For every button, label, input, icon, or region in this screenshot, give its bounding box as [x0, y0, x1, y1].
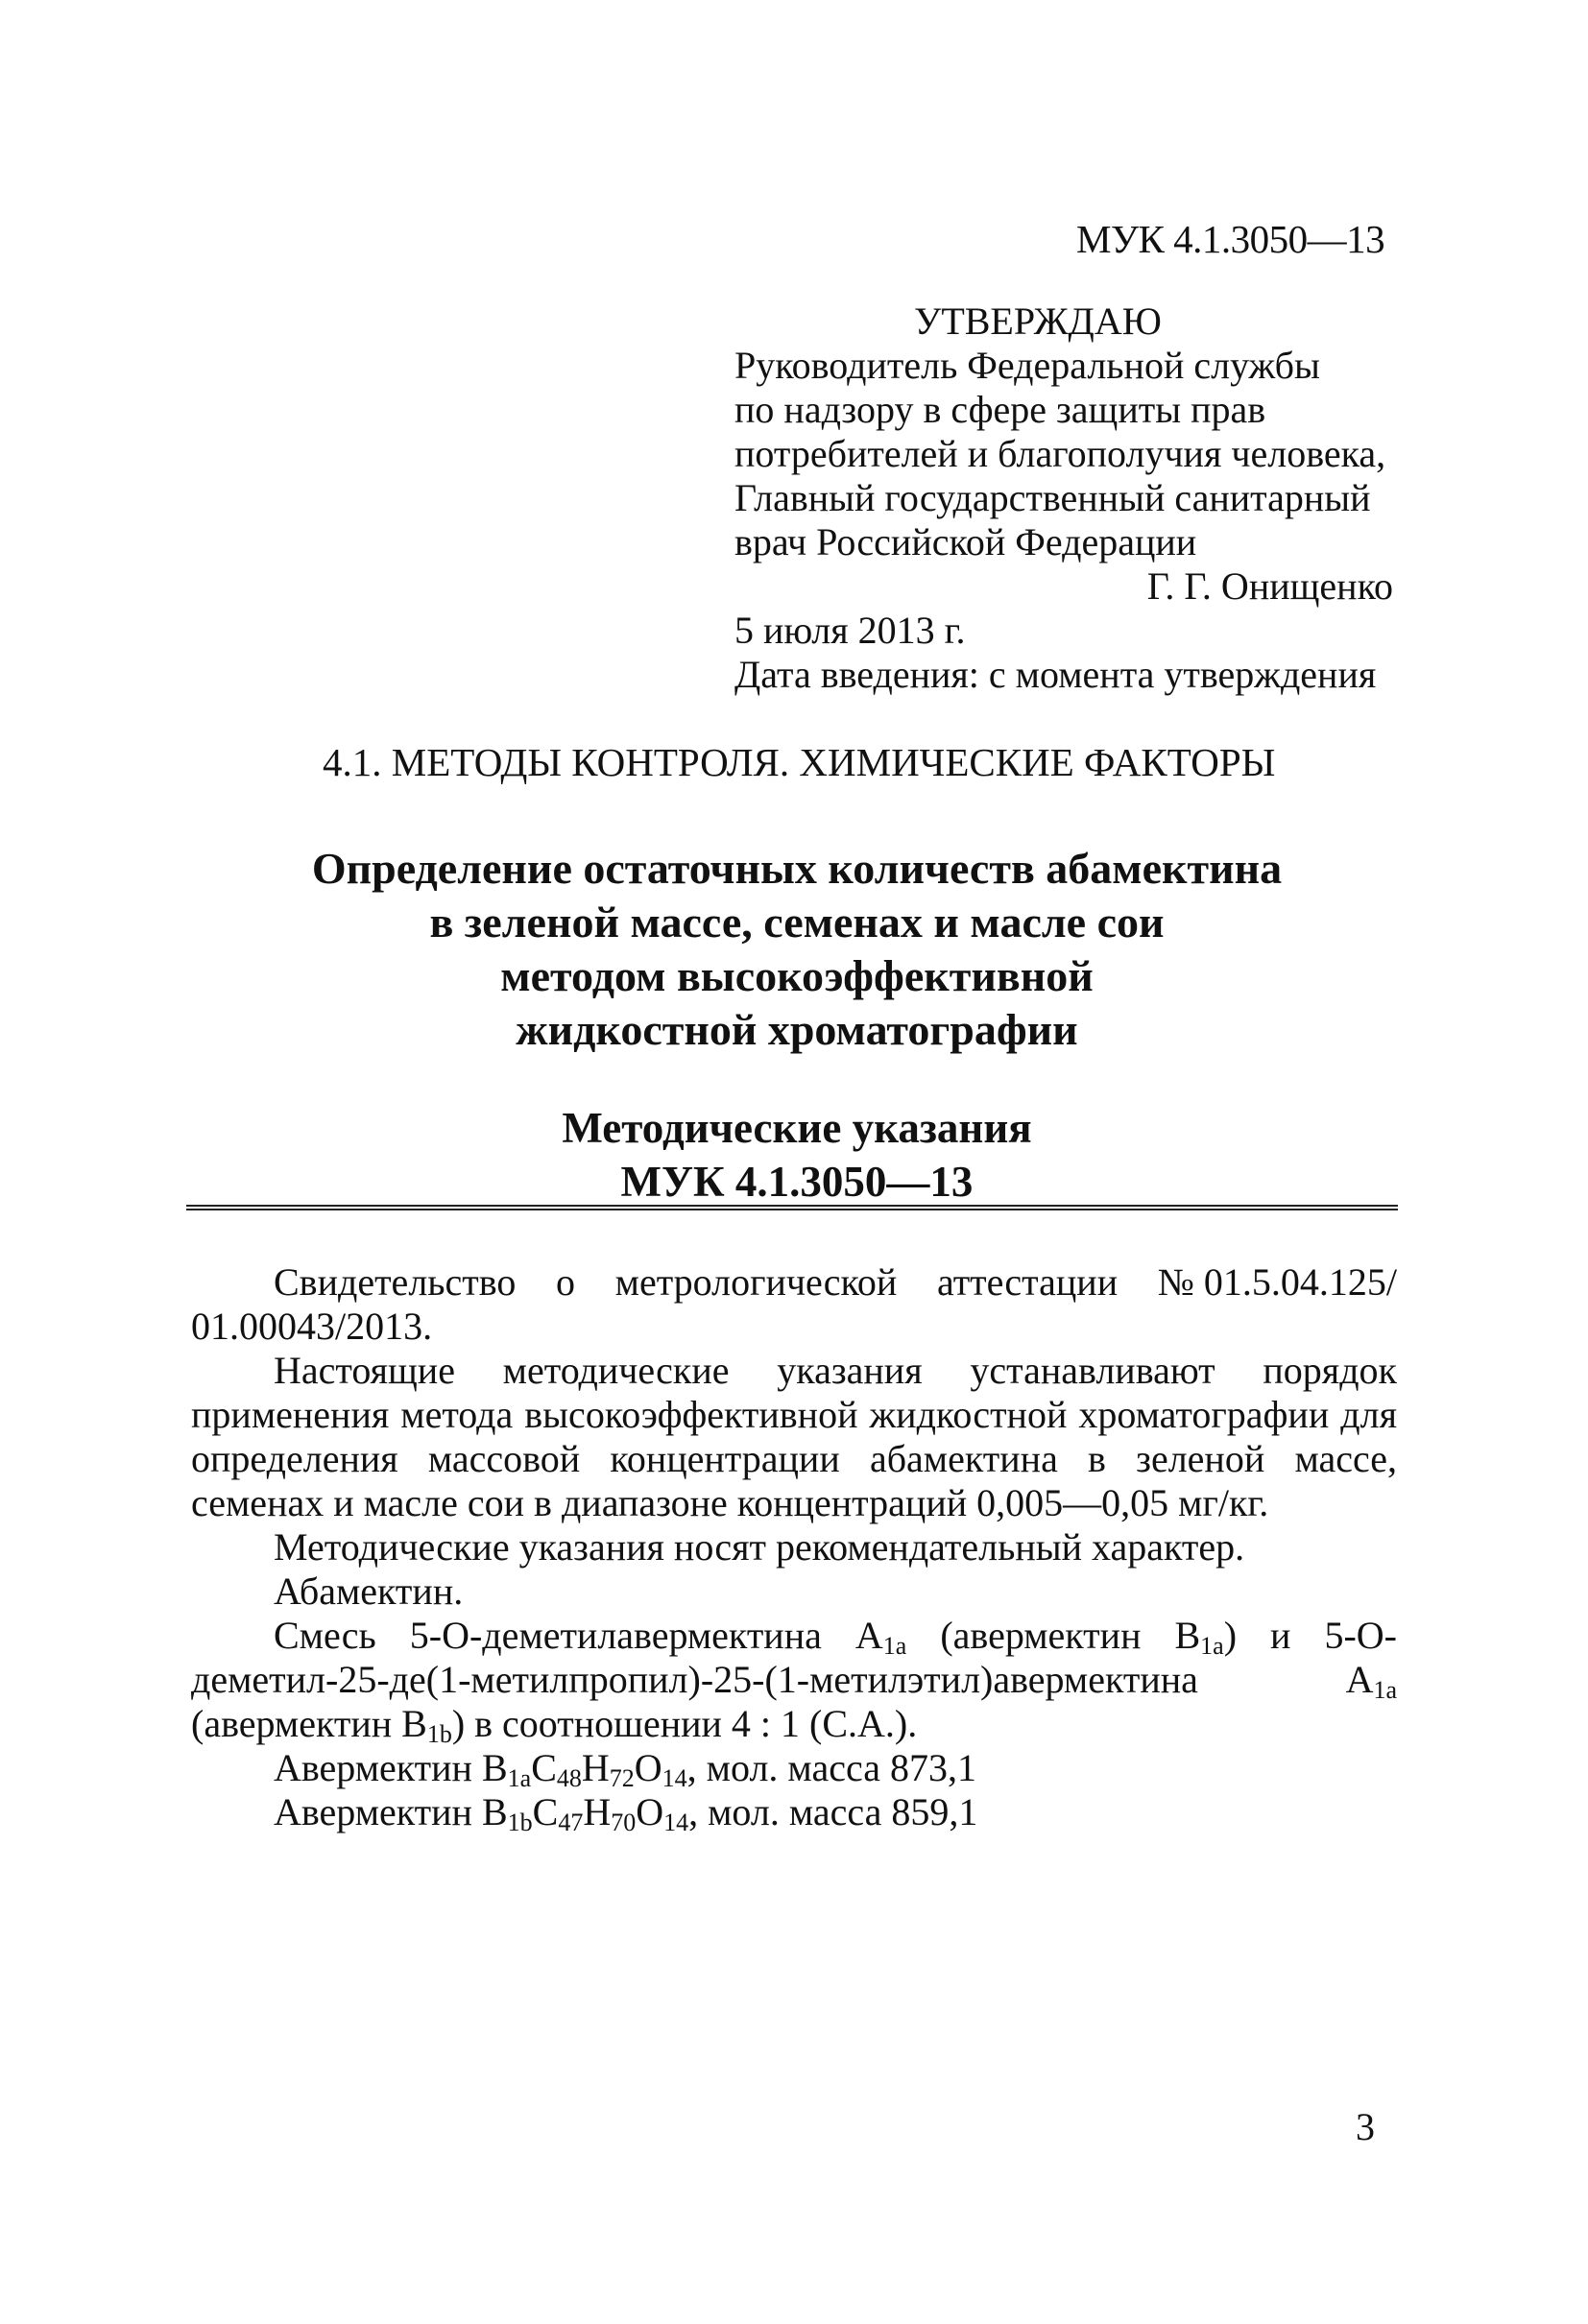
double-divider [186, 1205, 1398, 1210]
certificate-line [191, 1260, 1397, 1305]
approval-line: Главный государственный санитарный [734, 476, 1371, 519]
cert-word: о [556, 1260, 575, 1304]
cert-number: № 01.5.04.125/ [1157, 1260, 1397, 1304]
approval-line: по надзору в сфере защиты прав [734, 388, 1266, 431]
approval-line: Руководитель Федеральной службы [734, 344, 1320, 387]
cert-word: аттестации [936, 1260, 1119, 1304]
title-line: жидкостной хроматографии [516, 1005, 1078, 1054]
document-title [192, 842, 1402, 1057]
title-line: методом высокоэффективной [500, 951, 1094, 1000]
approval-signer: Г. Г. Онищенко [1146, 564, 1393, 608]
approval-line: врач Российской Федерации [734, 520, 1197, 563]
approval-block [734, 299, 1407, 697]
approval-date: 5 июля 2013 г. [734, 609, 966, 652]
formula-b1b: Авермектин $B_{1b}C_{47}H_{70}O_{14}$, мол. масса 859,1 [274, 1790, 978, 1836]
nature-paragraph: Методические указания носят рекомендательный характер. [274, 1525, 1245, 1569]
introduction-date: Дата введения: с момента утверждения [734, 653, 1377, 696]
cert-word: метрологической [614, 1260, 898, 1304]
title-line: Определение остаточных количеств абамектина [311, 844, 1283, 893]
title-line: в зеленой массе, семенах и масле сои [429, 898, 1165, 946]
approval-title: УТВЕРЖДАЮ [914, 299, 1162, 343]
subtitle-code: МУК 4.1.3050—13 [620, 1158, 974, 1206]
page-number: 3 [1356, 2105, 1375, 2148]
body-text [191, 1260, 1397, 1834]
formula-b1a: Авермектин $B_{1a}C_{48}H_{72}O_{14}$, мол. масса 873,1 [274, 1746, 976, 1792]
subtitle-line: Методические указания [562, 1104, 1032, 1152]
section-heading: 4.1. МЕТОДЫ КОНТРОЛЯ. ХИМИЧЕСКИЕ ФАКТОРЫ [323, 740, 1276, 784]
certificate-continuation: 01.00043/2013. [191, 1305, 433, 1348]
document-code: МУК 4.1.3050—13 [1076, 217, 1385, 261]
mixture-description: Смесь 5-О-деметилавермектина $A_{1a}$ (авермектин $B_{1a}$) и 5-О-деметил-25-де(1-метилпропил)-25-(1-метилэтил)авермектина $A_{1a}$ (авермектин $B_{1b}$) в соотношении 4 : 1 (С.А.). [191, 1614, 1397, 1748]
cert-word: Свидетельство [274, 1260, 517, 1304]
substance-name: Абамектин. [274, 1569, 464, 1613]
approval-line: потребителей и благополучия человека, [734, 432, 1386, 475]
document-subtitle [192, 1101, 1402, 1209]
scope-paragraph: Настоящие методические указания устанавливают порядок применения метода высокоэффективной жидкостной хроматографии для определения массовой концентрации абамектина в зеленой массе, семенах и масле сои в диапазоне концентраций 0,005—0,05 мг/кг. [191, 1349, 1397, 1524]
